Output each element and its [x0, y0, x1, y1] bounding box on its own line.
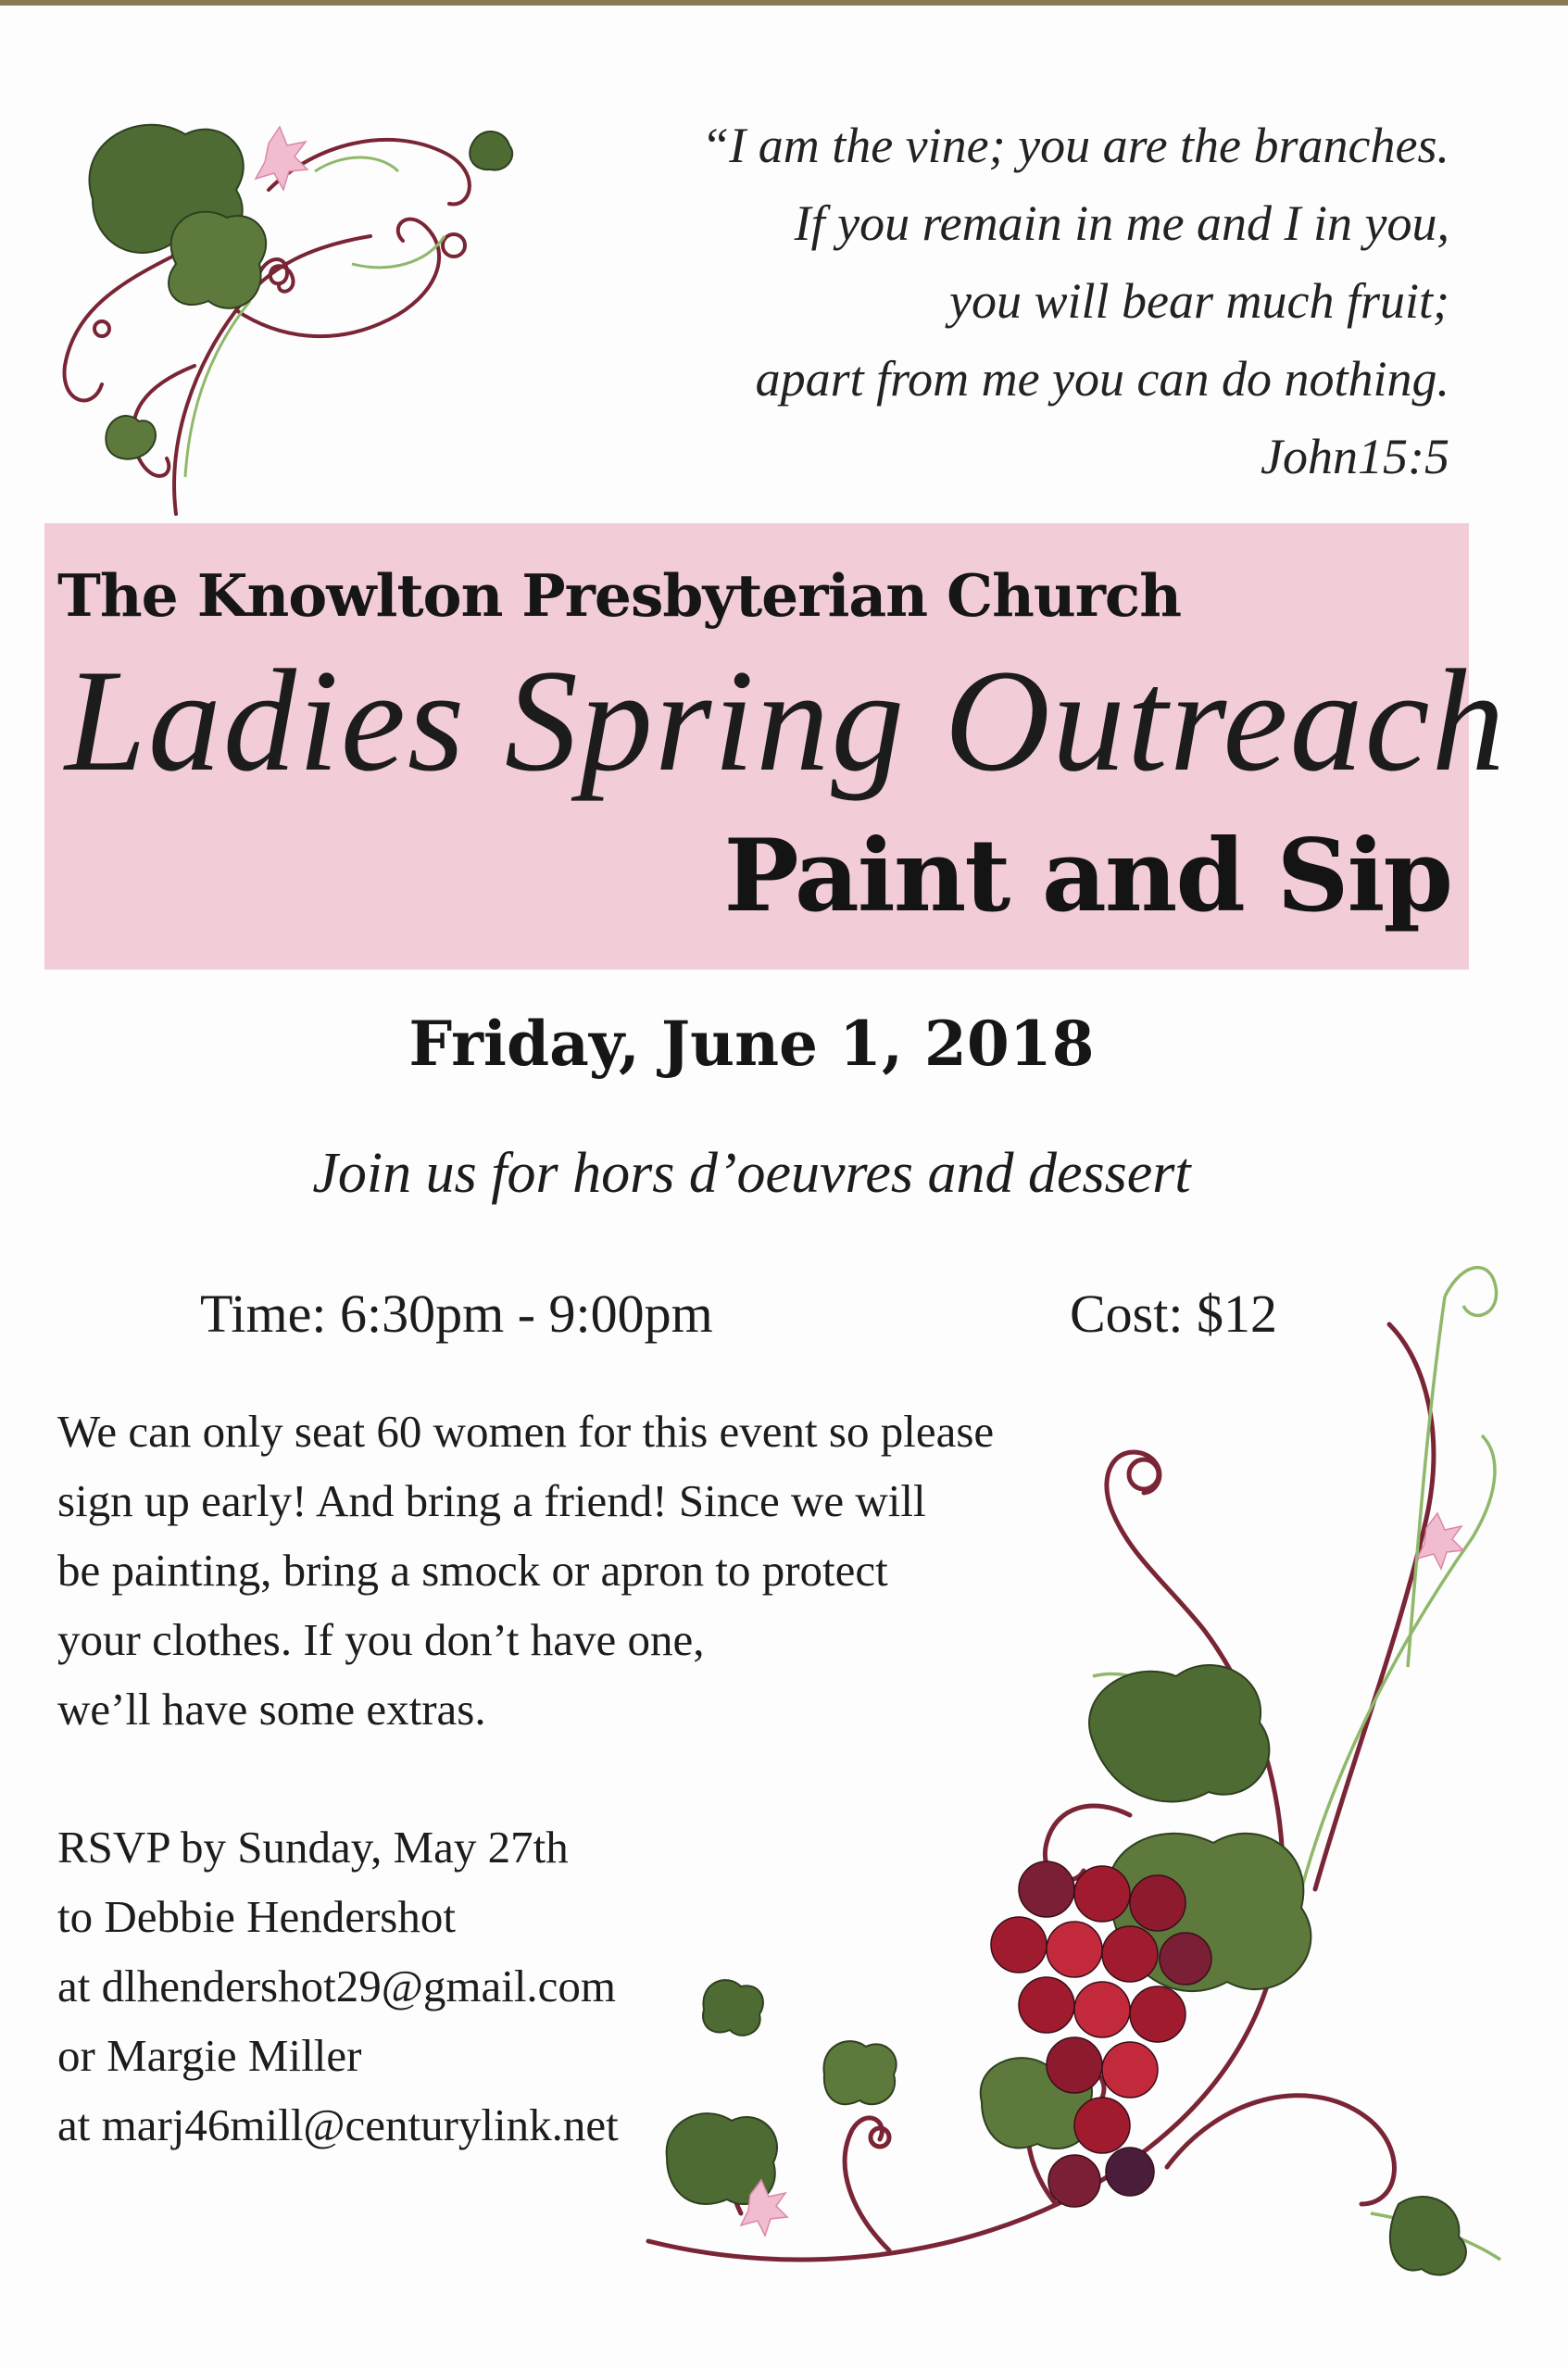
rsvp-email-debbie[interactable]: at dlhendershot29@gmail.com: [57, 1961, 617, 2011]
quote-line: apart from me you can do nothing.: [755, 351, 1449, 407]
event-tagline: Join us for hors d’oeuvres and dessert: [312, 1142, 1191, 1205]
details-line: we’ll have some extras.: [57, 1684, 486, 1735]
event-title: Paint and Sip: [723, 818, 1451, 934]
event-script-title: Ladies Spring Outreach: [65, 640, 1507, 802]
quote-line: If you remain in me and I in you,: [794, 195, 1449, 251]
event-time: Time: 6:30pm - 9:00pm: [200, 1284, 713, 1344]
grape-cluster-icon: [611, 1241, 1537, 2306]
church-name: The Knowlton Presbyterian Church: [57, 561, 1182, 630]
event-cost: Cost: $12: [1070, 1284, 1277, 1344]
rsvp-line: RSVP by Sunday, May 27th: [57, 1822, 569, 1873]
details-line: We can only seat 60 women for this event so please: [57, 1406, 995, 1457]
rsvp-email-margie[interactable]: at marj46mill@centurylink.net: [57, 2099, 619, 2150]
quote-line: you will bear much fruit;: [949, 273, 1449, 329]
scripture-quote: [523, 106, 1449, 495]
vine-leaf-icon: [37, 88, 556, 523]
rsvp-line: to Debbie Hendershot: [57, 1891, 456, 1942]
quote-reference: John15:5: [1261, 429, 1449, 484]
details-line: be painting, bring a smock or apron to protect: [57, 1545, 888, 1596]
quote-line: “I am the vine; you are the branches.: [701, 118, 1449, 173]
details-line: your clothes. If you don’t have one,: [57, 1614, 705, 1665]
top-edge-rule: [0, 0, 1568, 6]
rsvp-info: [57, 1812, 619, 2160]
event-date: Friday, June 1, 2018: [408, 1008, 1095, 1080]
rsvp-line: or Margie Miller: [57, 2030, 362, 2081]
details-line: sign up early! And bring a friend! Since we will: [57, 1475, 926, 1526]
